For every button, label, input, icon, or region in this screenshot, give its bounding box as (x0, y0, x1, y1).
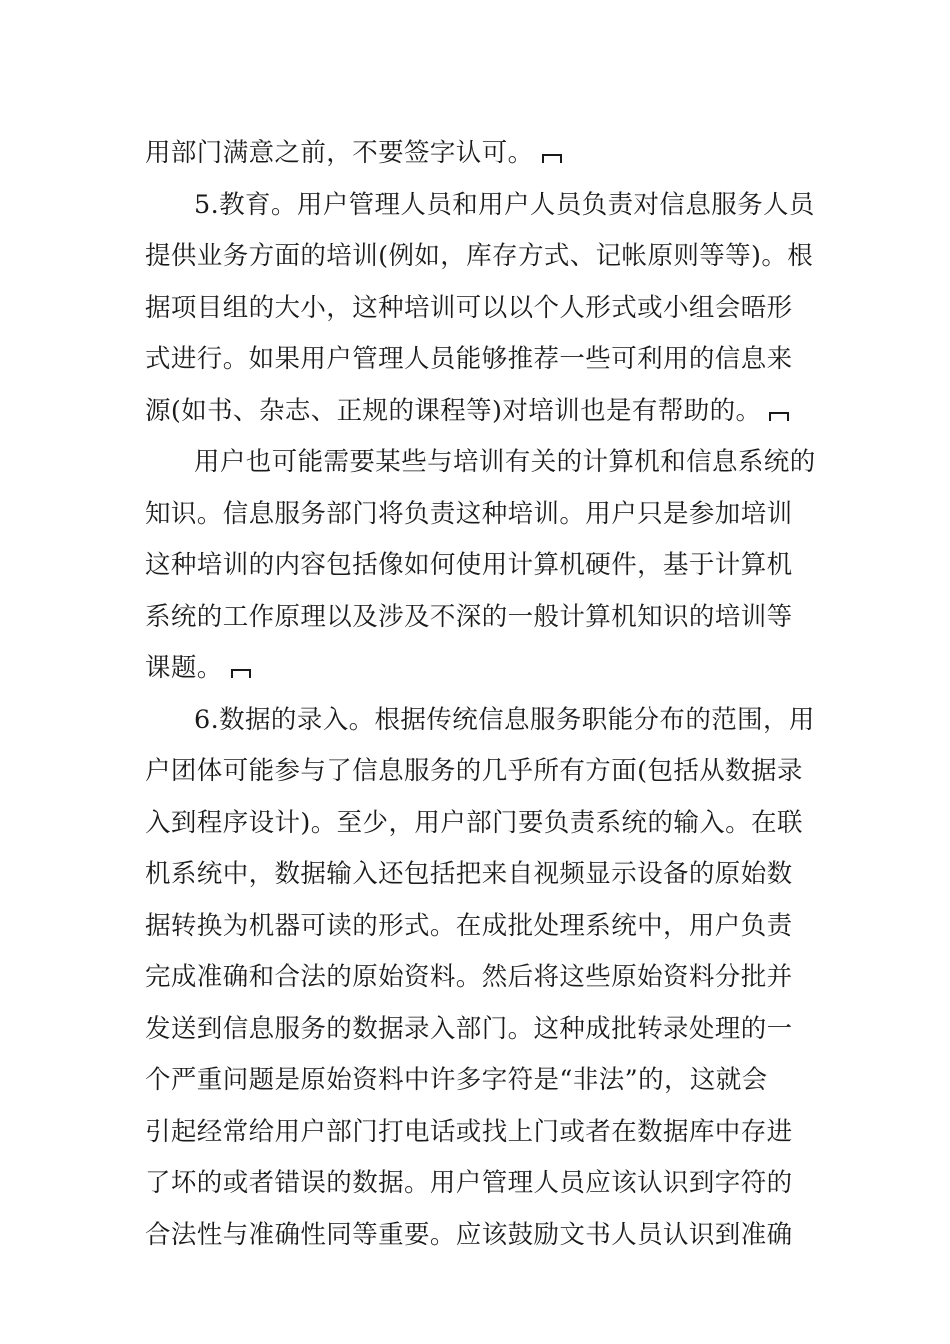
text-line: 个严重问题是原始资料中许多字符是“非法”的，这就会 (145, 1065, 768, 1095)
body-text (145, 128, 816, 1261)
text-line: 据项目组的大小，这种培训可以以个人形式或小组会晤形 (145, 292, 793, 323)
text-line: 提供业务方面的培训(例如，库存方式、记帐原则等等)。根 (145, 241, 814, 271)
text-line: 入到程序设计)。至少，用户部门要负责系统的输入。在联 (145, 807, 803, 838)
text-line: 发送到信息服务的数据录入部门。这种成批转录处理的一 (145, 1013, 793, 1044)
text-line: 完成准确和合法的原始资料。然后将这些原始资料分批并 (145, 962, 793, 992)
text-line: 据转换为机器可读的形式。在成批处理系统中，用户负责 (145, 910, 793, 941)
paragraph-mark-icon (231, 669, 251, 678)
text-line: 6.数据的录入。根据传统信息服务职能分布的范围，用 (194, 704, 815, 735)
text-line: 用户也可能需要某些与培训有关的计算机和信息系统的 (194, 447, 816, 477)
text-line: 合法性与准确性同等重要。应该鼓励文书人员认识到准确 (145, 1219, 793, 1250)
text-line: 用部门满意之前，不要签字认可。 (145, 128, 807, 180)
text-line: 式进行。如果用户管理人员能够推荐一些可利用的信息来 (145, 344, 793, 374)
paragraph-mark-icon (769, 412, 789, 421)
text-line: 源(如书、杂志、正规的课程等)对培训也是有帮助的。 (145, 386, 807, 438)
text-line: 机系统中，数据输入还包括把来自视频显示设备的原始数 (145, 859, 793, 889)
text-line: 引起经常给用户部门打电话或找上门或者在数据库中存进 (145, 1116, 793, 1147)
text-line: 课题。 (145, 643, 807, 695)
text-line: 5.教育。用户管理人员和用户人员负责对信息服务人员 (194, 189, 815, 220)
text-line: 户团体可能参与了信息服务的几乎所有方面(包括从数据录 (145, 756, 803, 786)
paragraph-mark-icon (542, 154, 562, 163)
text-line: 系统的工作原理以及涉及不深的一般计算机知识的培训等 (145, 601, 793, 632)
text-line: 这种培训的内容包括像如何使用计算机硬件，基于计算机 (145, 550, 793, 580)
text-line: 知识。信息服务部门将负责这种培训。用户只是参加培训 (145, 498, 793, 529)
text-line: 了坏的或者错误的数据。用户管理人员应该认识到字符的 (145, 1168, 793, 1198)
